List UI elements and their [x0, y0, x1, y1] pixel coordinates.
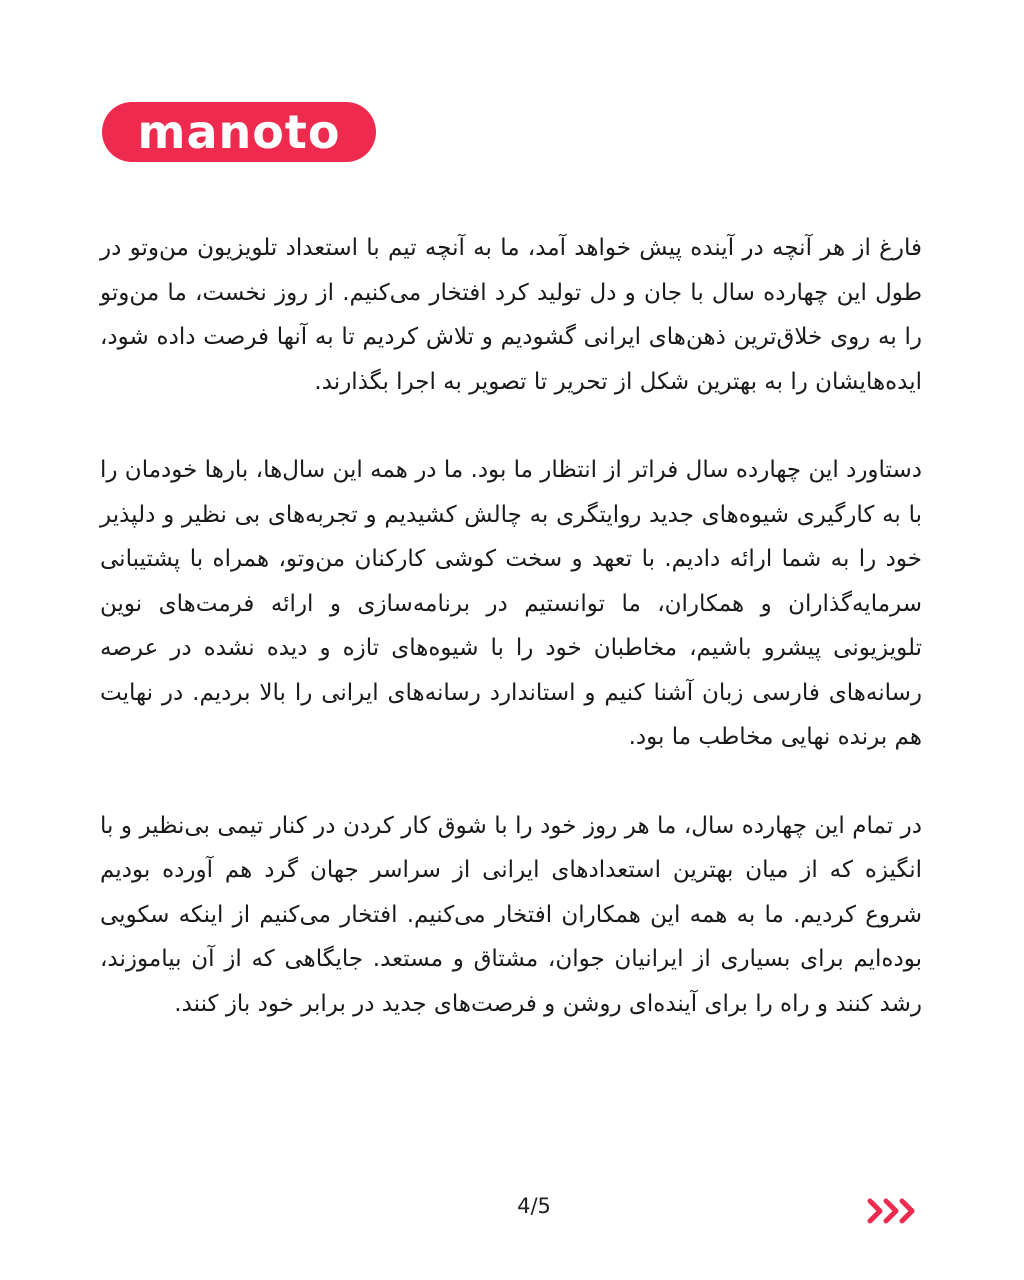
article-body	[100, 226, 922, 1026]
logo-text: manoto	[137, 105, 341, 159]
page-indicator: 4/5	[517, 1194, 551, 1218]
paragraph: در تمام این چهارده سال، ما هر روز خود را با شوق کار کردن در کنار تیمی بی‌نظیر و با انگیزه که از میان بهترین استعدادهای ایرانی از سراسر جهان گرد هم آورده بودیم شروع کردیم. ما به همه این همکاران افتخار می‌کنیم. افتخار می‌کنیم از اینکه سکویی بوده‌ایم برای بسیاری از ایرانیان جوان، مشتاق و مستعد. جایگاهی که از آن بیاموزند، رشد کنند و راه را برای آینده‌ای روشن و فرصت‌های جدید در برابر خود باز کنند.	[100, 812, 922, 1017]
triple-chevron-right-icon[interactable]	[866, 1196, 922, 1226]
paragraph: دستاورد این چهارده سال فراتر از انتظار ما بود. ما در همه این سال‌ها، بارها خودمان را با به کارگیری شیوه‌های جدید روایتگری به چالش کشیدیم و تجربه‌های بی نظیر و دلپذیر خود را به شما ارائه دادیم. با تعهد و سخت کوشی کارکنان من‌وتو، همراه با پشتیبانی سرمایه‌گذاران و همکاران، ما توانستیم در برنامه‌سازی و ارائه فرمت‌های نوین تلویزیونی پیشرو باشیم، مخاطبان خود را با شیوه‌های تازه و دیده نشده در عرصه رسانه‌های فارسی زبان آشنا کنیم و استاندارد رسانه‌های ایرانی را بالا بردیم. در نهایت هم برنده نهایی مخاطب ما بود.	[100, 457, 922, 750]
paragraph: فارغ از هر آنچه در آینده پیش خواهد آمد، ما به آنچه تیم با استعداد تلویزیون من‌وتو در طول این چهارده سال با جان و دل تولید کرد افتخار می‌کنیم. از روز نخست، ما من‌وتو را به روی خلاق‌ترین ذهن‌های ایرانی گشودیم و تلاش کردیم تا به آنها فرصت داده شود، ایده‌هایشان را به بهترین شکل از تحریر تا تصویر به اجرا بگذارند.	[100, 235, 922, 395]
manoto-logo	[102, 102, 376, 162]
